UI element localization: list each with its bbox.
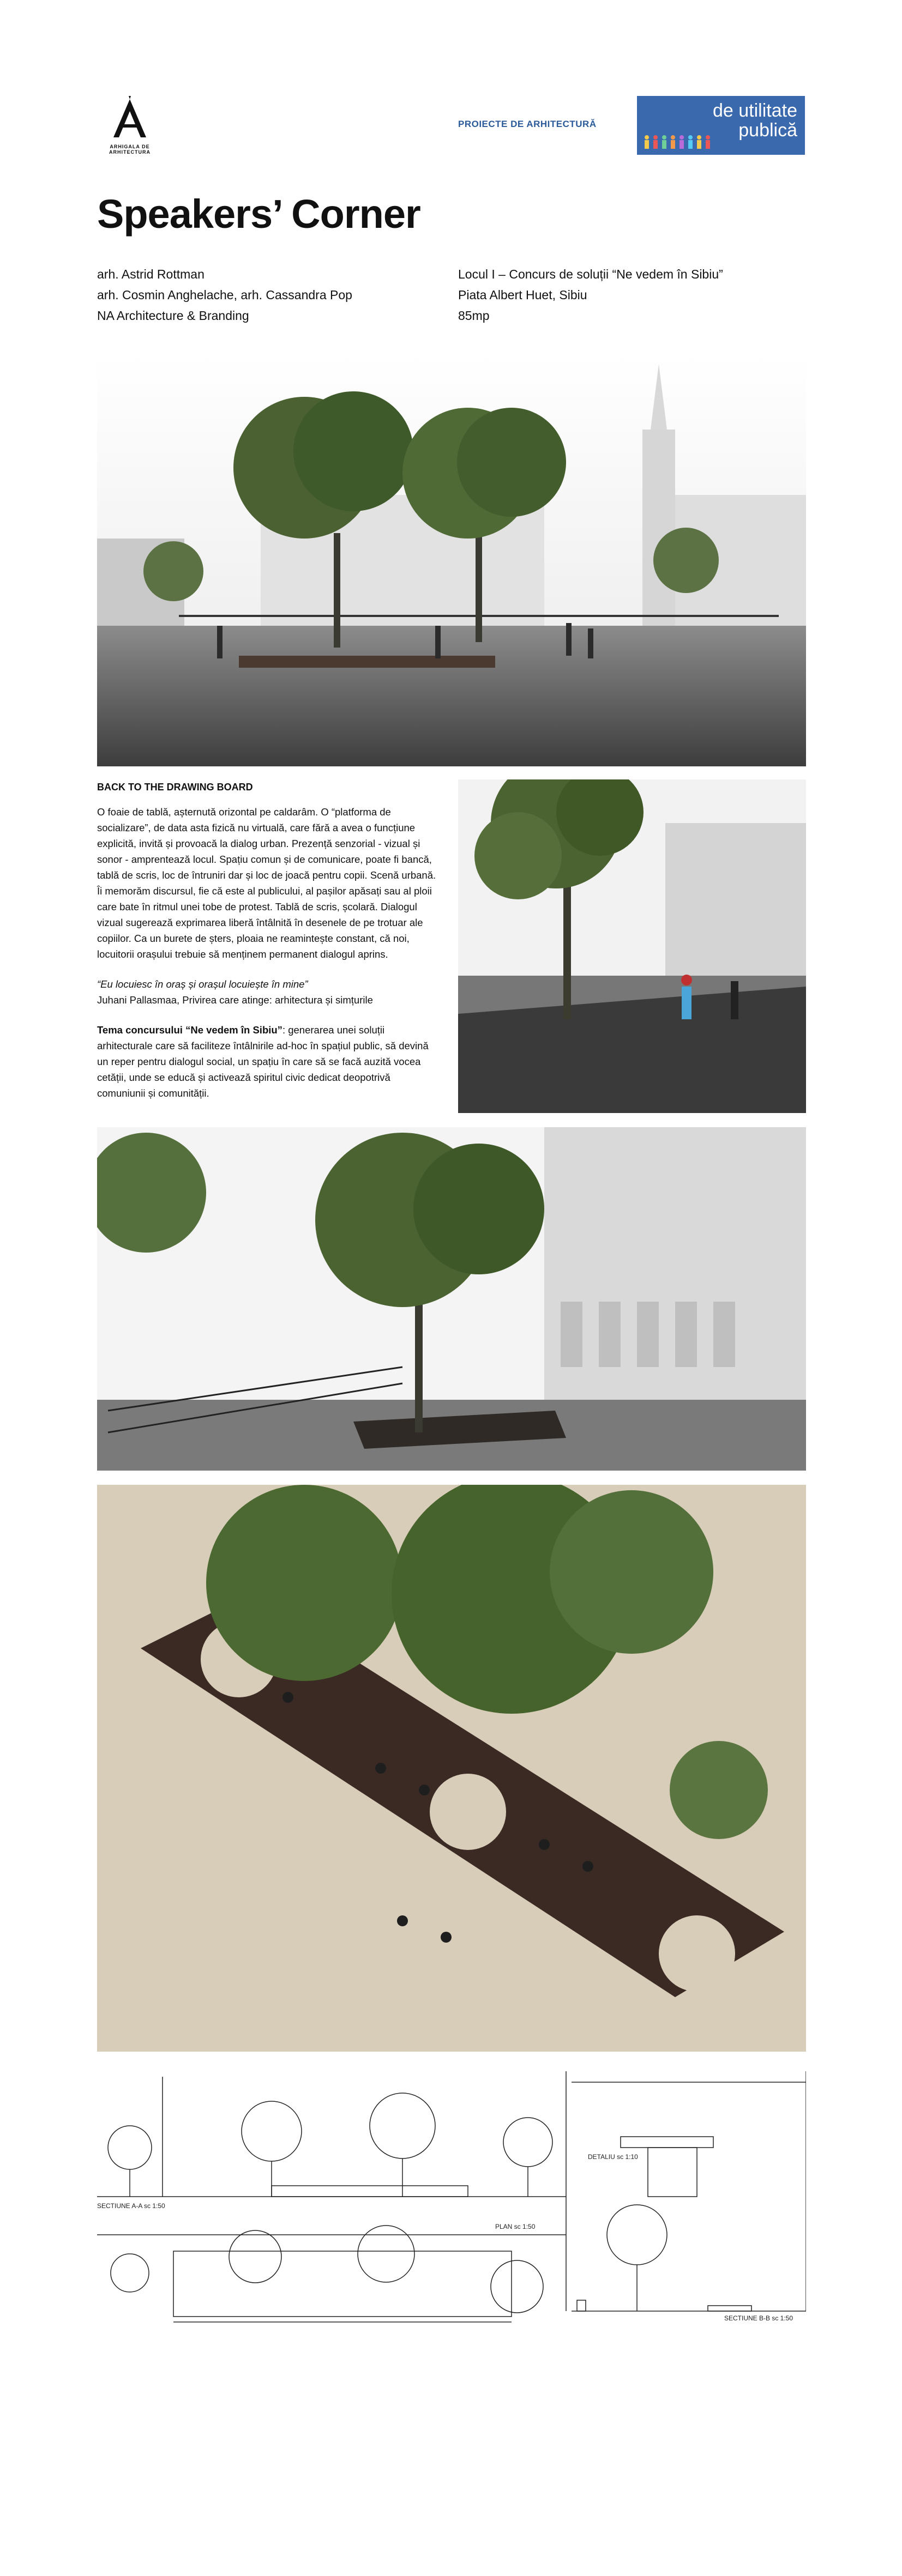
plan-label: PLAN sc 1:50	[495, 2223, 536, 2230]
hero-render-image	[97, 353, 806, 766]
article-heading: BACK TO THE DRAWING BOARD	[97, 782, 253, 793]
section-bb-label: SECTIUNE B-B sc 1:50	[724, 2314, 793, 2322]
article-paragraph: O foaie de tablă, așternută orizontal pe caldarâm. O “platforma de socializare”, de data asta fizică nu virtuală, care fără a avea o funcțiune explicită, invită și provoacă la dialog urban. Prezență senzorial - vizual și sonor - amprentează locul. Spațiu comun și de comunicare, poate fi bancă, tablă de scris, loc de întruniri dar și loc de joacă pentru copii. Scenă urbană. Îi memorăm discursul, fie că este al publicului, al pașilor apăsați sau al ploii care bate în ritmul unei tobe de protest. Tablă de scris, școlară. Dialogul vizual sugerează exprimarea liberă întâlnită în desenele de pe trotuar ale copiilor. Ca un burete de șters, ploaia ne reamintește constant, că noi, locuitorii orașului trebuie să menținem permanent dialogul aprins.	[97, 806, 436, 960]
page-title: Speakers’ Corner	[97, 191, 420, 237]
quote-attribution: Juhani Pallasmaa, Privirea care atinge: arhitectura și simțurile	[97, 994, 373, 1006]
article-quote: “Eu locuiesc în oraș și orașul locuiește în mine”	[97, 978, 308, 990]
article	[97, 779, 441, 1115]
section-tag: PROIECTE DE ARHITECTURĂ	[458, 119, 597, 129]
author-line-3: NA Architecture & Branding	[97, 309, 249, 323]
detail-label: DETALIU sc 1:10	[588, 2153, 638, 2161]
publica-line2: publică	[738, 120, 797, 141]
project-line-1: Locul I – Concurs de soluții “Ne vedem în Sibiu”	[458, 267, 723, 281]
publica-logo	[637, 96, 805, 155]
child-playing-render-image	[458, 779, 806, 1113]
architecture-logo	[97, 95, 163, 160]
author-line-2: arh. Cosmin Anghelache, arh. Cassandra Pop	[97, 288, 352, 302]
technical-drawings	[97, 2071, 806, 2355]
competition-theme	[97, 1022, 441, 1101]
project-line-2: Piata Albert Huet, Sibiu	[458, 288, 587, 302]
crowd-icon	[642, 133, 719, 149]
logo-text: ARHIGALA DE ARHITECTURA	[109, 144, 151, 155]
project-line-3: 85mp	[458, 309, 490, 323]
section-aa-label: SECTIUNE A-A sc 1:50	[97, 2202, 165, 2210]
street-view-render-image	[97, 1127, 806, 1471]
authors-block	[97, 264, 352, 326]
logo-a-icon	[97, 95, 163, 144]
publica-line1: de utilitate	[713, 100, 797, 121]
theme-label: Tema concursului “Ne vedem în Sibiu”	[97, 1024, 282, 1036]
author-line-1: arh. Astrid Rottman	[97, 267, 205, 281]
project-block	[458, 264, 723, 326]
theme-text: : generarea unei soluții arhitecturale care să faciliteze întâlnirile ad-hoc în spațiul public, să devină un reper pentru dialogul social, un spațiu în care să se facă auzită vocea cetății, unde se educă și activează spiritul civic dedicat deopotrivă comuniunii și comunității.	[97, 1024, 429, 1099]
aerial-render-image	[97, 1485, 806, 2052]
